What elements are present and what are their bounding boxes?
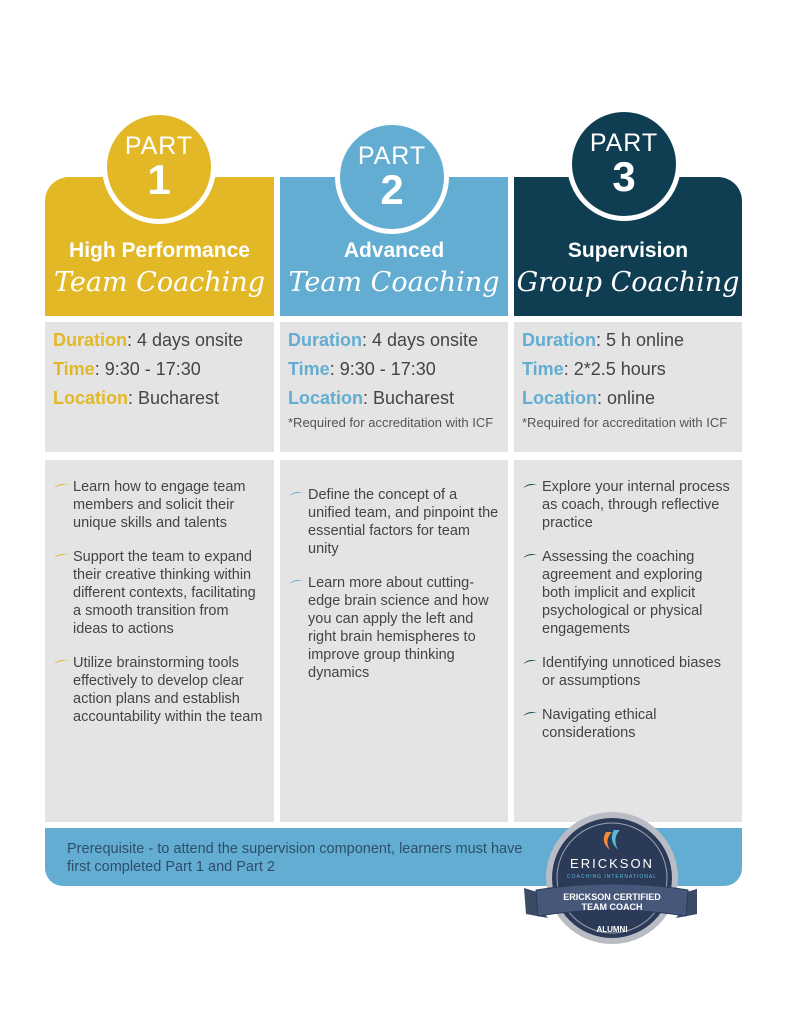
part-3-title-line2: Group Coaching — [516, 267, 740, 298]
swoosh-bullet-icon — [522, 482, 538, 490]
part-3-duration: Duration: 5 h online — [522, 330, 685, 350]
part-3-bullets-panel — [514, 460, 742, 822]
part-2-bullets-panel — [280, 460, 508, 822]
part-1-time: Time: 9:30 - 17:30 — [53, 359, 201, 379]
list-item: Learn how to engage team members and solicit their unique skills and talents — [53, 478, 266, 532]
swoosh-bullet-icon — [53, 482, 69, 490]
part-2-info-panel — [280, 322, 508, 452]
list-item: Identifying unnoticed biases or assumptions — [522, 654, 734, 690]
swoosh-bullet-icon — [522, 552, 538, 560]
part-3-label: PART — [589, 129, 659, 157]
list-item: Utilize brainstorming tools effectively to develop clear action plans and establish accountability within the team — [53, 654, 266, 726]
part-1-label: PART — [124, 132, 194, 160]
swoosh-bullet-icon — [522, 710, 538, 718]
part-1-duration: Duration: 4 days onsite — [53, 330, 244, 350]
part-2-location: Location: Bucharest — [288, 388, 455, 408]
part-3-info-panel — [514, 322, 742, 452]
part-2-duration: Duration: 4 days onsite — [288, 330, 479, 350]
part-3-number: 3 — [612, 153, 636, 200]
badge-brand-sub: COACHING INTERNATIONAL — [567, 874, 657, 880]
part-3-location: Location: online — [522, 388, 656, 408]
part-2-title-line2: Team Coaching — [288, 267, 500, 298]
list-item: Assessing the coaching agreement and exploring both implicit and explicit psychological or physical engagements — [522, 548, 734, 638]
badge-ribbon-line2: TEAM COACH — [581, 902, 643, 912]
list-item: Support the team to expand their creative thinking within different contexts, facilitating a smooth transition from ideas to actions — [53, 548, 266, 638]
part-3-title-line1: Supervision — [567, 239, 689, 262]
part-1-badge-circle — [102, 110, 216, 224]
part-1-info-panel — [45, 322, 274, 452]
list-item: Explore your internal process as coach, through reflective practice — [522, 478, 734, 532]
swoosh-bullet-icon — [522, 658, 538, 666]
part-1-number: 1 — [147, 156, 171, 203]
part-2-badge-circle — [335, 120, 449, 234]
list-item: Navigating ethical considerations — [522, 706, 734, 742]
badge-brand: ERICKSON — [570, 856, 654, 871]
part-2-number: 2 — [380, 166, 404, 213]
swoosh-bullet-icon — [53, 552, 69, 560]
badge-ribbon-line1: ERICKSON CERTIFIED — [563, 892, 661, 902]
part-1-title-line1: High Performance — [69, 239, 250, 262]
part-2-title-line1: Advanced — [343, 239, 445, 262]
part-2-label: PART — [357, 142, 427, 170]
part-2-accreditation-note: *Required for accreditation with ICF — [288, 415, 494, 430]
part-3-time: Time: 2*2.5 hours — [522, 359, 666, 379]
swoosh-bullet-icon — [288, 578, 304, 586]
part-1-location: Location: Bucharest — [53, 388, 220, 408]
badge-bottom-text: ALUMNI — [596, 925, 628, 934]
part-1-bullets-panel — [45, 460, 274, 822]
part-3-accreditation-note: *Required for accreditation with ICF — [522, 415, 728, 430]
list-item: Define the concept of a unified team, and pinpoint the essential factors for team unity — [288, 486, 500, 558]
swoosh-bullet-icon — [288, 490, 304, 498]
erickson-alumni-badge — [522, 810, 697, 970]
part-1-title-line2: Team Coaching — [53, 267, 265, 298]
list-item: Learn more about cutting-edge brain science and how you can apply the left and right brain hemispheres to improve group thinking dynamics — [288, 574, 500, 682]
part-3-badge-circle — [567, 107, 681, 221]
prerequisite-text: Prerequisite - to attend the supervision component, learners must have first completed Part 1 and Part 2 — [67, 841, 523, 875]
swoosh-bullet-icon — [53, 658, 69, 666]
part-2-time: Time: 9:30 - 17:30 — [288, 359, 436, 379]
